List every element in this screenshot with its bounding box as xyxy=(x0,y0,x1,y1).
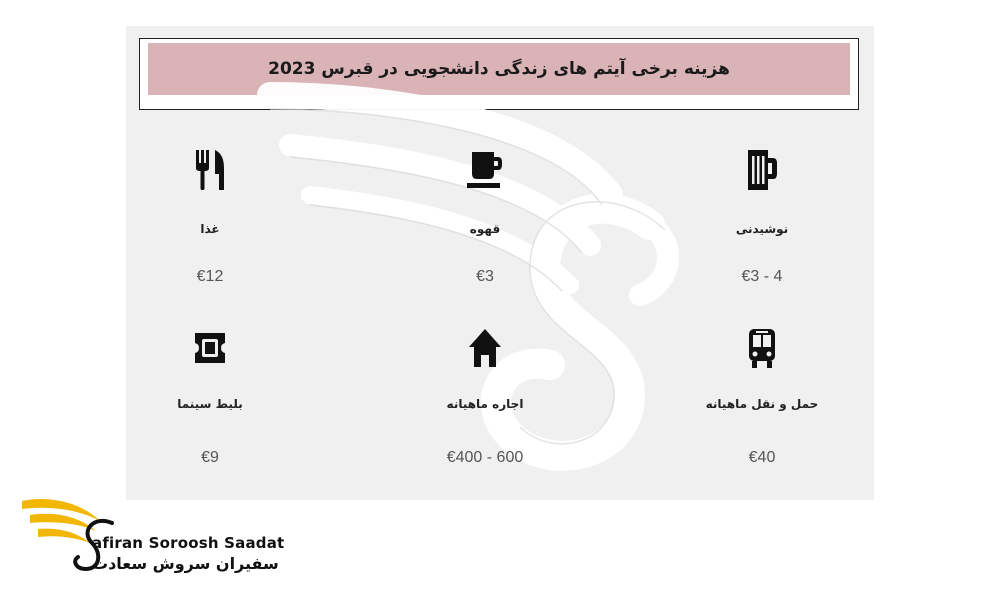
ticket-icon xyxy=(193,331,227,365)
title-box xyxy=(139,38,859,110)
item-price: €3 - 4 xyxy=(741,268,783,285)
page-title: هزینه برخی آیتم های زندگی دانشجویی در قبرس 2023 xyxy=(268,59,730,79)
item-label: نوشیدنی xyxy=(735,222,789,236)
item-label: قهوه xyxy=(469,222,501,236)
item-label: بلیط سینما xyxy=(177,397,243,411)
bus-icon xyxy=(747,327,777,369)
item-price: €12 xyxy=(196,268,224,285)
item-drink xyxy=(662,140,862,300)
beer-mug-icon xyxy=(746,148,778,192)
item-price: €40 xyxy=(748,449,776,466)
item-price: €400 - 600 xyxy=(446,449,524,466)
title-banner xyxy=(148,43,850,95)
item-monthly-rent xyxy=(385,325,585,485)
item-label: اجاره ماهیانه xyxy=(446,397,524,411)
item-cinema-ticket xyxy=(110,325,310,485)
brand-name-fa: سفیران سروش سعادت xyxy=(92,554,279,573)
item-food xyxy=(110,140,310,300)
item-coffee xyxy=(385,140,585,300)
item-label: غذا xyxy=(200,222,220,236)
item-monthly-transport xyxy=(662,325,862,485)
item-price: €9 xyxy=(201,449,219,466)
item-label: حمل و نقل ماهیانه xyxy=(705,397,819,411)
fork-knife-icon xyxy=(193,148,227,192)
coffee-cup-icon xyxy=(467,150,503,190)
item-price: €3 xyxy=(476,268,494,285)
home-icon xyxy=(467,327,503,369)
brand-name-en: afiran Soroosh Saadat xyxy=(92,534,285,552)
